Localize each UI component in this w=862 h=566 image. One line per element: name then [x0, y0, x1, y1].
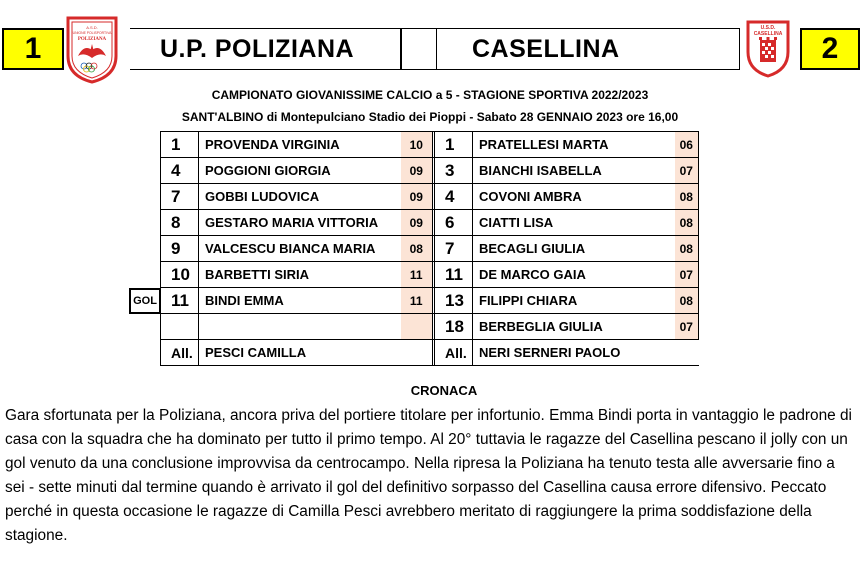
home-player-vote: 09 [401, 184, 433, 210]
home-team-name: U.P. POLIZIANA [130, 28, 401, 70]
home-player-name: GOBBI LUDOVICA [199, 184, 401, 210]
away-player-name: FILIPPI CHIARA [473, 288, 675, 314]
match-header [0, 28, 862, 70]
lineup-row [161, 314, 699, 340]
lineup-table [160, 131, 699, 366]
cronaca-line: casa con la squadra che ha dominato per tutto il primo tempo. Al 20° tuttavia le ragazze del Casellina pescano il jolly con un [5, 431, 848, 448]
home-player-name [199, 314, 401, 340]
home-player-number: 10 [161, 262, 199, 288]
cronaca-line: Gara sfortunata per la Poliziana, ancora priva del portiere titolare per infortunio. Emma Bindi porta in vantaggio le padrone di [5, 407, 852, 424]
home-logo-text-1: A.S.D. [86, 25, 98, 30]
lineup-row [161, 132, 699, 158]
away-player-vote: 08 [675, 288, 699, 314]
championship-title: CAMPIONATO GIOVANISSIME CALCIO a 5 - STAGIONE SPORTIVA 2022/2023 [211, 88, 649, 102]
team-separator [401, 28, 437, 70]
away-player-vote: 08 [675, 184, 699, 210]
venue-info: SANT'ALBINO di Montepulciano Stadio dei Pioppi - Sabato 28 GENNAIO 2023 ore 16,00 [181, 110, 679, 124]
away-player-name: BIANCHI ISABELLA [473, 158, 675, 184]
coach-row [161, 340, 699, 366]
away-player-number: 7 [435, 236, 473, 262]
away-logo-text-1: U.S.D. [760, 25, 776, 31]
lineup-row [161, 288, 699, 314]
away-player-vote: 08 [675, 236, 699, 262]
away-player-name: BECAGLI GIULIA [473, 236, 675, 262]
home-player-number [161, 314, 199, 340]
lineup-row [161, 262, 699, 288]
lineup-row [161, 158, 699, 184]
home-player-name: BINDI EMMA [199, 288, 401, 314]
cronaca-text [5, 404, 857, 548]
away-team-name: CASELLINA [437, 28, 740, 70]
home-player-number: 4 [161, 158, 199, 184]
poliziana-logo-icon [64, 16, 120, 84]
away-score: 2 [800, 28, 860, 70]
home-player-number: 1 [161, 132, 199, 158]
home-player-vote [401, 314, 433, 340]
home-player-number: 11 [161, 288, 199, 314]
home-player-name: GESTARO MARIA VITTORIA [199, 210, 401, 236]
away-player-vote: 06 [675, 132, 699, 158]
away-coach-name: NERI SERNERI PAOLO [473, 340, 699, 366]
away-player-number: 1 [435, 132, 473, 158]
home-player-vote: 09 [401, 158, 433, 184]
home-player-name: BARBETTI SIRIA [199, 262, 401, 288]
cronaca-title: CRONACA [410, 383, 478, 398]
away-player-number: 13 [435, 288, 473, 314]
home-coach-label: All. [161, 340, 199, 366]
away-player-name: COVONI AMBRA [473, 184, 675, 210]
home-player-vote: 11 [401, 262, 433, 288]
away-player-name: BERBEGLIA GIULIA [473, 314, 675, 340]
home-player-vote: 11 [401, 288, 433, 314]
lineup-row [161, 184, 699, 210]
home-coach-name: PESCI CAMILLA [199, 340, 433, 366]
home-player-vote: 10 [401, 132, 433, 158]
away-player-number: 3 [435, 158, 473, 184]
away-player-name: PRATELLESI MARTA [473, 132, 675, 158]
home-player-number: 8 [161, 210, 199, 236]
away-player-number: 6 [435, 210, 473, 236]
lineup-row [161, 210, 699, 236]
away-player-number: 18 [435, 314, 473, 340]
home-player-name: PROVENDA VIRGINIA [199, 132, 401, 158]
home-logo-text-2: UNIONE POLISPORTIVA [72, 31, 112, 35]
home-logo-text-3: POLIZIANA [77, 37, 107, 42]
away-player-vote: 08 [675, 210, 699, 236]
cronaca-line: stagione. [5, 527, 68, 544]
away-player-name: DE MARCO GAIA [473, 262, 675, 288]
away-player-number: 4 [435, 184, 473, 210]
away-player-number: 11 [435, 262, 473, 288]
away-player-name: CIATTI LISA [473, 210, 675, 236]
cronaca-line: perché in questa occasione le ragazze di Camilla Pesci avrebbero meritato di raggiungere la prima soddisfazione della [5, 503, 812, 520]
away-logo-text-2: CASELLINA [753, 31, 783, 37]
home-player-name: POGGIONI GIORGIA [199, 158, 401, 184]
home-player-vote: 09 [401, 210, 433, 236]
home-player-number: 9 [161, 236, 199, 262]
cronaca-line: sei - sette minuti dal termine quando è arrivato il gol del definitivo sorpasso del Casellina causa errore difensivo. Peccato [5, 479, 827, 496]
away-player-vote: 07 [675, 314, 699, 340]
casellina-logo-icon [744, 18, 792, 78]
cronaca-line: gol venuto da una conclusione improvvisa da centrocampo. Nella ripresa la Poliziana ha tenuto testa alle avversarie fino a [5, 455, 835, 472]
home-player-name: VALCESCU BIANCA MARIA [199, 236, 401, 262]
away-player-vote: 07 [675, 158, 699, 184]
away-coach-label: All. [435, 340, 473, 366]
home-player-vote: 08 [401, 236, 433, 262]
home-score: 1 [2, 28, 64, 70]
gol-marker: GOL [129, 288, 161, 314]
away-player-vote: 07 [675, 262, 699, 288]
home-player-number: 7 [161, 184, 199, 210]
lineup-row [161, 236, 699, 262]
